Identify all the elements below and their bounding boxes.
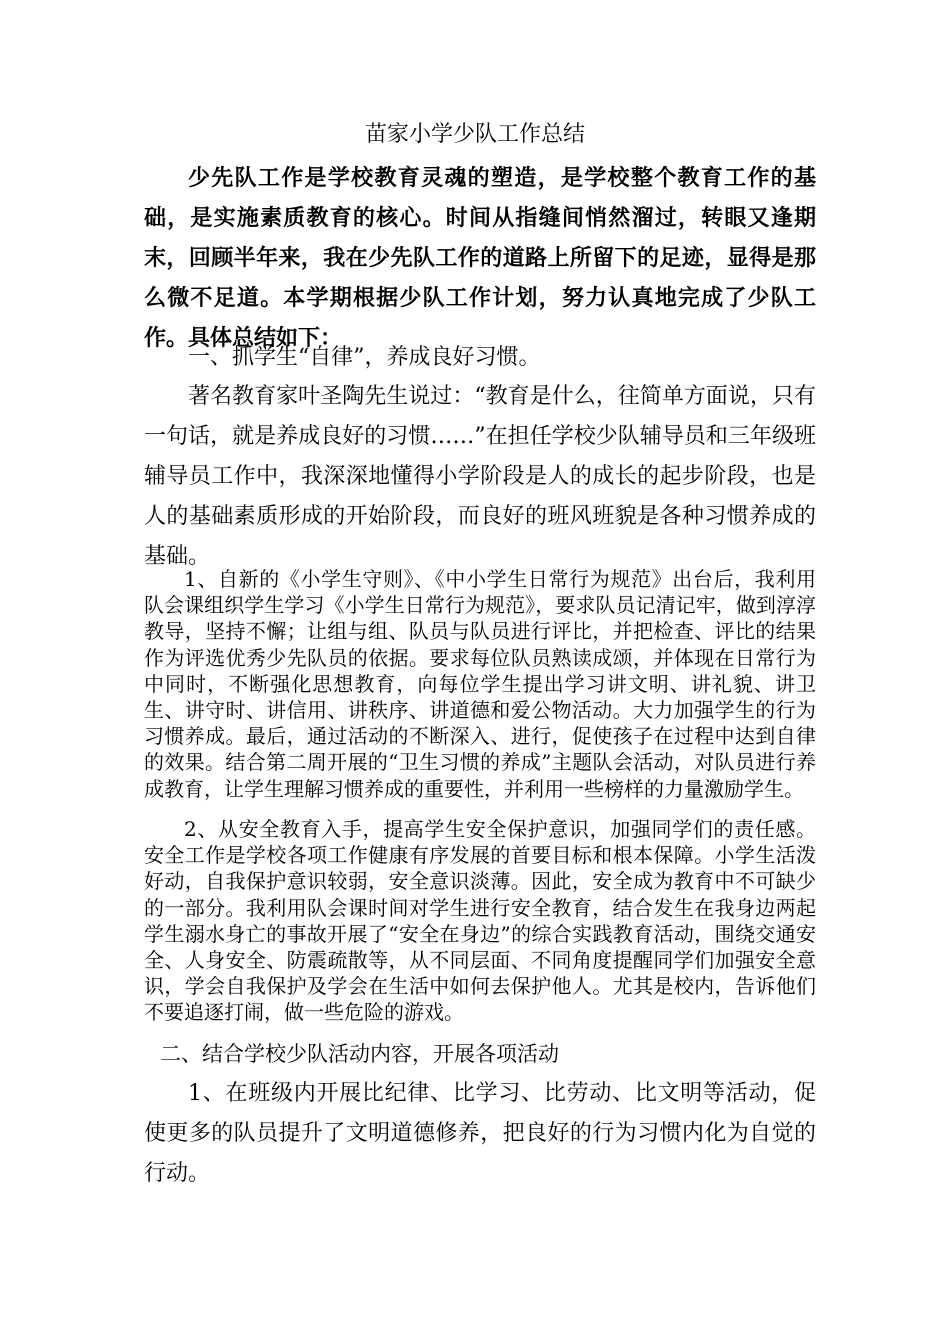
section-1-heading: 一、抓学生“自律”，养成良好习惯。 <box>188 345 541 370</box>
section-1-item-1: 1、自新的《小学生守则》、《中小学生日常行为规范》出台后，我利用队会课组织学生学习《小学生日常行为规范》，要求队员记清记牢，做到淳淳教导，坚持不懈；让组与组、队员与队员进行评比，并把检查、评比的结果作为评选优秀少先队员的依据。要求每位队员熟读成颂，并体现在日常行为中同时，不断强化思想教育，向每位学生提出学习讲文明、讲礼貌、讲卫生、讲守时、讲信用、讲秩序、讲道德和爱公物活动。大力加强学生的行为习惯养成。最后，通过活动的不断深入、进行，促使孩子在过程中达到自律的效果。结合第二周开展的“卫生习惯的养成”主题队会活动，对队员进行养成教育，让学生理解习惯养成的重要性，并利用一些榜样的力量激励学生。 <box>144 567 816 801</box>
intro-paragraph: 少先队工作是学校教育灵魂的塑造，是学校整个教育工作的基础，是实施素质教育的核心。时间从指缝间悄然溜过，转眼又逢期末，回顾半年来，我在少先队工作的道路上所留下的足迹，显得是那么微不足道。本学期根据少队工作计划，努力认真地完成了少队工作。具体总结如下： <box>144 165 816 351</box>
section-1-item-2: 2、从安全教育入手，提高学生安全保护意识，加强同学们的责任感。安全工作是学校各项工作健康有序发展的首要目标和根本保障。小学生活泼好动，自我保护意识较弱，安全意识淡薄。因此，安全成为教育中不可缺少的一部分。我利用队会课时间对学生进行安全教育，结合发生在我身边两起学生溺水身亡的事故开展了“安全在身边”的综合实践教育活动，围绕交通安全、人身安全、防震疏散等，从不同层面、不同角度提醒同学们加强安全意识，学会自我保护及学会在生活中如何去保护他人。尤其是校内，告诉他们不要追逐打闹，做一些危险的游戏。 <box>144 817 816 1025</box>
section-2-item-1: 1、在班级内开展比纪律、比学习、比劳动、比文明等活动，促使更多的队员提升了文明道德修养，把良好的行为习惯内化为自觉的行动。 <box>144 1081 816 1186</box>
document-title: 苗家小学少队工作总结 <box>364 122 585 147</box>
section-1-quote-paragraph: 著名教育家叶圣陶先生说过：“教育是什么，往简单方面说，只有一句话，就是养成良好的习惯……”在担任学校少队辅导员和三年级班辅导员工作中，我深深地懂得小学阶段是人的成长的起步阶段，也是人的基础素质形成的开始阶段，而良好的班风班貌是各种习惯养成的基础。 <box>144 384 816 569</box>
section-2-heading: 二、结合学校少队活动内容，开展各项活动 <box>160 1042 559 1066</box>
